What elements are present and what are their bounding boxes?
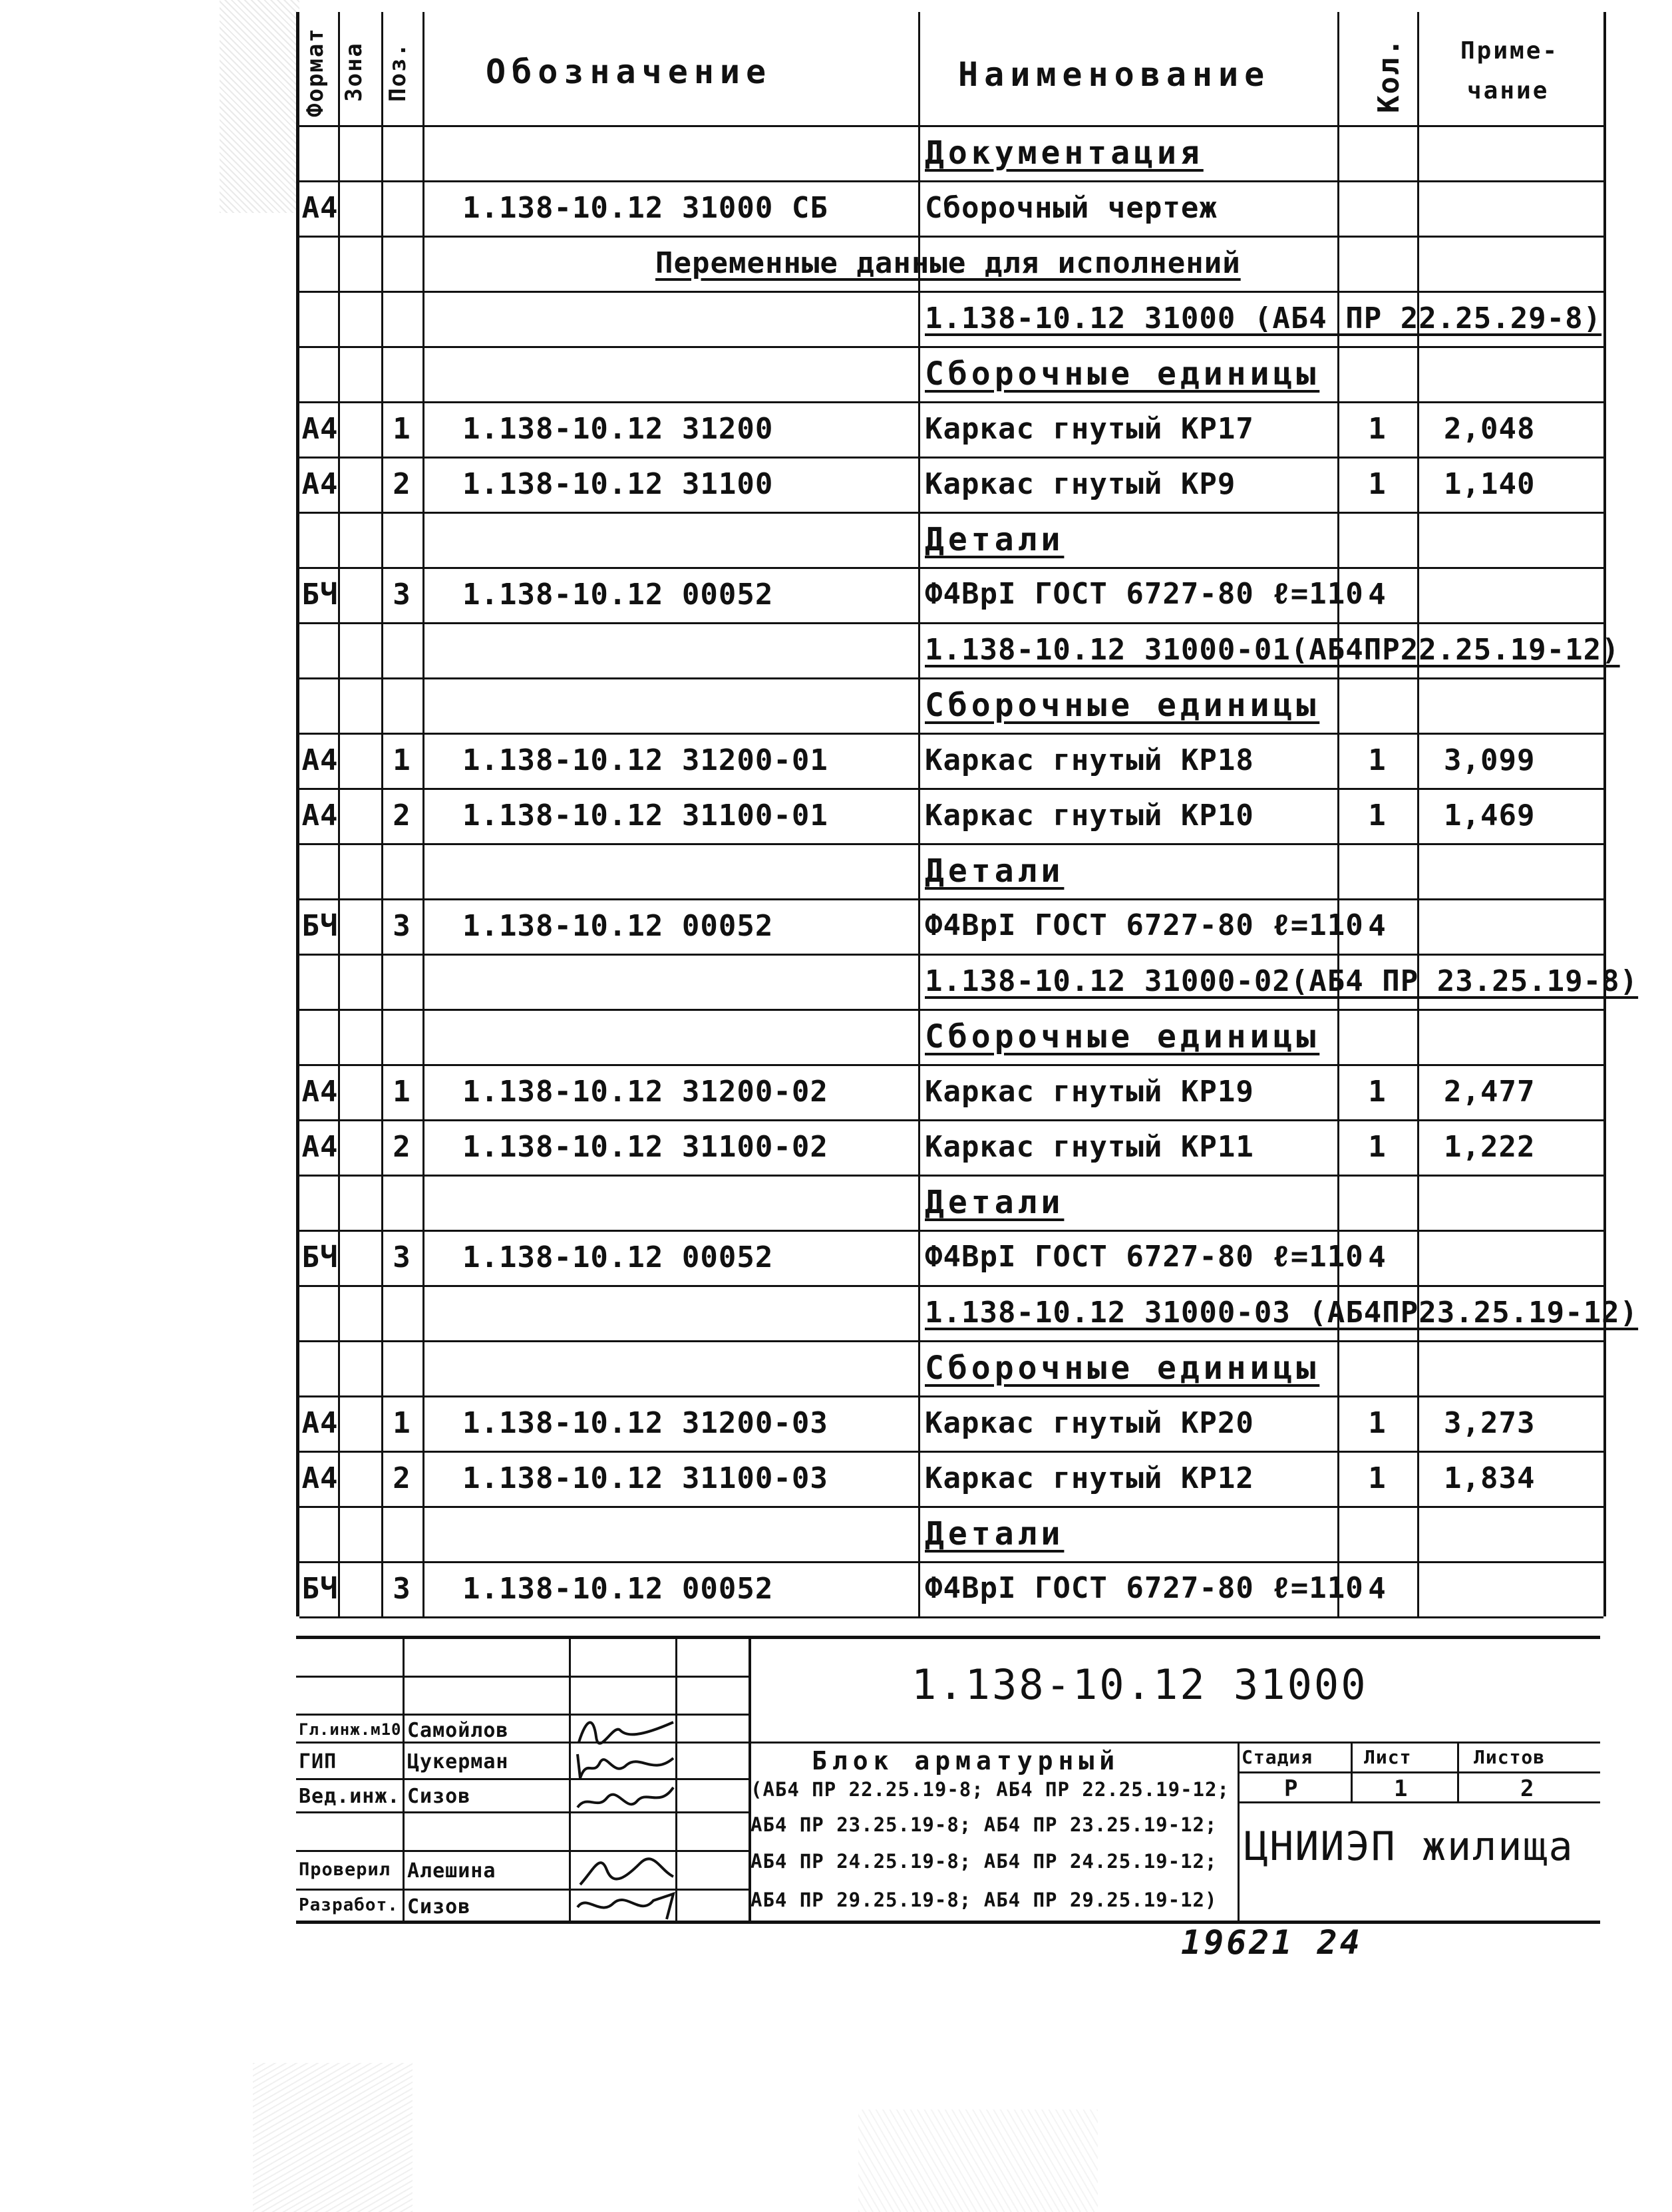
row-designation: 1.138-10.12 31200-02 — [462, 1075, 828, 1109]
row-quantity — [1337, 1285, 1417, 1340]
row-position: 1 — [393, 743, 411, 777]
row-format — [302, 1340, 338, 1395]
row-designation: 1.138-10.12 31100 — [462, 467, 774, 501]
row-quantity — [1337, 843, 1417, 898]
row-position — [381, 1175, 422, 1230]
row-quantity — [1337, 1009, 1417, 1064]
row-position: 3 — [393, 578, 411, 612]
row-format — [302, 1506, 338, 1561]
row-format: А4 — [301, 467, 339, 501]
signature — [574, 1710, 680, 1750]
row-designation: 1.138-10.12 31100-02 — [462, 1130, 828, 1164]
row-name: 1.138-10.12 31000-01(АБ4ПР22.25.19-12) — [925, 633, 1620, 667]
row-name: Переменные данные для исполнений — [655, 246, 1241, 280]
header-note-1: Приме- — [1460, 37, 1560, 65]
role-lead-engineer: Вед.инж. — [299, 1785, 401, 1808]
row-note: 1,140 — [1444, 467, 1536, 501]
name-lead-engineer: Сизов — [407, 1785, 471, 1808]
role-chief-engineer: Гл.инж.м10 — [299, 1720, 402, 1739]
row-designation: 1.138-10.12 31000 СБ — [462, 191, 828, 225]
row-name: Каркас гнутый КР19 — [925, 1075, 1254, 1109]
row-name: Сборочный чертеж — [925, 191, 1218, 225]
row-position — [381, 622, 422, 677]
row-name: Детали — [925, 1183, 1065, 1221]
row-name: Детали — [925, 852, 1065, 890]
row-position: 2 — [393, 1130, 411, 1164]
title-variant-line: (АБ4 ПР 22.25.19-8; АБ4 ПР 22.25.19-12; — [751, 1778, 1230, 1801]
name-chief-engineer: Самойлов — [407, 1719, 509, 1742]
row-format — [302, 346, 338, 401]
row-quantity: 4 — [1368, 1240, 1387, 1274]
row-designation: 1.138-10.12 31200 — [462, 412, 774, 446]
row-format: А4 — [301, 799, 339, 832]
stage-value: Р — [1284, 1775, 1299, 1802]
row-note: 3,273 — [1444, 1406, 1536, 1440]
row-quantity: 1 — [1368, 743, 1387, 777]
row-name: Каркас гнутый КР11 — [925, 1130, 1254, 1164]
title-variant-line: АБ4 ПР 29.25.19-8; АБ4 ПР 29.25.19-12) — [751, 1889, 1218, 1911]
row-format — [302, 622, 338, 677]
row-name: Сборочные единицы — [925, 686, 1320, 724]
row-format — [302, 1285, 338, 1340]
sheets-label: Листов — [1474, 1746, 1546, 1768]
row-format: А4 — [301, 1130, 339, 1164]
row-format: А4 — [301, 191, 339, 225]
row-format — [302, 954, 338, 1009]
row-note: 1,469 — [1444, 799, 1536, 832]
row-name: Каркас гнутый КР10 — [925, 799, 1254, 832]
row-quantity — [1337, 291, 1417, 346]
stage-label: Стадия — [1242, 1746, 1313, 1768]
row-quantity — [1337, 1340, 1417, 1395]
row-quantity — [1337, 512, 1417, 567]
specification-table — [296, 12, 1639, 1616]
row-name: Каркас гнутый КР20 — [925, 1406, 1254, 1440]
row-designation: 1.138-10.12 00052 — [462, 578, 774, 612]
row-quantity — [1337, 180, 1417, 236]
row-designation: 1.138-10.12 31200-01 — [462, 743, 828, 777]
row-quantity — [1337, 622, 1417, 677]
row-quantity — [1337, 236, 1417, 291]
row-name: Каркас гнутый КР18 — [925, 743, 1254, 777]
row-position — [381, 346, 422, 401]
row-designation: 1.138-10.12 31100-03 — [462, 1461, 828, 1495]
row-quantity: 4 — [1368, 909, 1387, 943]
row-format — [302, 677, 338, 733]
scan-noise — [253, 2063, 413, 2212]
name-developed: Сизов — [407, 1895, 471, 1919]
row-position — [381, 512, 422, 567]
row-name: Документация — [925, 134, 1204, 172]
name-gip: Цукерман — [407, 1750, 509, 1773]
row-position: 3 — [393, 1240, 411, 1274]
scan-noise — [220, 0, 299, 213]
document-number: 1.138-10.12 31000 — [912, 1660, 1368, 1709]
row-name: Детали — [925, 1515, 1065, 1553]
row-quantity: 4 — [1368, 578, 1387, 612]
row-format — [302, 843, 338, 898]
signature — [574, 1745, 680, 1785]
row-designation: 1.138-10.12 31100-01 — [462, 799, 828, 832]
header-format: Формат — [302, 27, 329, 117]
row-position — [381, 677, 422, 733]
row-format: БЧ — [301, 909, 339, 943]
row-position — [381, 843, 422, 898]
row-name: Каркас гнутый КР17 — [925, 412, 1254, 446]
document-title: Блок арматурный — [812, 1746, 1120, 1775]
row-format: БЧ — [301, 1240, 339, 1274]
row-quantity — [1337, 677, 1417, 733]
name-checked: Алешина — [407, 1859, 496, 1883]
signature — [574, 1850, 680, 1890]
row-designation: 1.138-10.12 00052 — [462, 1572, 774, 1606]
row-quantity — [1337, 954, 1417, 1009]
row-note: 2,048 — [1444, 412, 1536, 446]
sheet-label: Лист — [1364, 1746, 1412, 1768]
row-quantity: 1 — [1368, 1406, 1387, 1440]
row-position: 3 — [393, 909, 411, 943]
row-format: А4 — [301, 1406, 339, 1440]
signature — [574, 1887, 680, 1923]
row-quantity: 1 — [1368, 1461, 1387, 1495]
row-quantity: 1 — [1368, 467, 1387, 501]
title-variant-line: АБ4 ПР 24.25.19-8; АБ4 ПР 24.25.19-12; — [751, 1850, 1218, 1873]
row-format: А4 — [301, 743, 339, 777]
row-designation: 1.138-10.12 00052 — [462, 909, 774, 943]
header-name: Наименование — [958, 55, 1271, 94]
row-name: Каркас гнутый КР12 — [925, 1461, 1254, 1495]
row-name: 1.138-10.12 31000-02(АБ4 ПР 23.25.19-8) — [925, 964, 1639, 998]
row-name: Ф4ВрI ГОСТ 6727-80 ℓ=110 — [925, 576, 1364, 611]
row-name: 1.138-10.12 31000-03 (АБ4ПР23.25.19-12) — [925, 1296, 1639, 1330]
sheet-value: 1 — [1394, 1775, 1409, 1802]
row-format: А4 — [301, 412, 339, 446]
row-quantity — [1337, 125, 1417, 180]
row-position — [381, 125, 422, 180]
row-position: 1 — [393, 412, 411, 446]
row-name: Ф4ВрI ГОСТ 6727-80 ℓ=110 — [925, 1239, 1364, 1274]
header-pos: Поз. — [385, 42, 411, 102]
row-position — [381, 954, 422, 1009]
row-quantity: 1 — [1368, 1130, 1387, 1164]
row-position — [381, 1340, 422, 1395]
row-format — [302, 512, 338, 567]
row-name: Сборочные единицы — [925, 1017, 1320, 1055]
row-position — [381, 1009, 422, 1064]
row-format — [302, 1175, 338, 1230]
row-note: 1,834 — [1444, 1461, 1536, 1495]
row-quantity: 4 — [1368, 1572, 1387, 1606]
row-note: 1,222 — [1444, 1130, 1536, 1164]
header-qty: Кол. — [1372, 37, 1406, 113]
row-format: А4 — [301, 1461, 339, 1495]
header-note-2: чание — [1467, 77, 1550, 104]
row-position: 1 — [393, 1406, 411, 1440]
row-quantity: 1 — [1368, 1075, 1387, 1109]
header-zone: Зона — [341, 42, 367, 102]
row-position — [381, 1506, 422, 1561]
row-position: 3 — [393, 1572, 411, 1606]
row-position — [381, 236, 422, 291]
row-designation: 1.138-10.12 31200-03 — [462, 1406, 828, 1440]
row-quantity — [1337, 1175, 1417, 1230]
role-developed: Разработ. — [299, 1895, 399, 1915]
row-quantity: 1 — [1368, 412, 1387, 446]
scan-noise — [858, 2110, 1098, 2212]
row-position: 2 — [393, 799, 411, 832]
row-note: 2,477 — [1444, 1075, 1536, 1109]
header-designation: Обозначение — [486, 53, 772, 91]
organization-name: ЦНИИЭП жилища — [1244, 1823, 1574, 1870]
row-format — [302, 125, 338, 180]
row-designation: 1.138-10.12 00052 — [462, 1240, 774, 1274]
row-position — [381, 180, 422, 236]
row-name: Сборочные единицы — [925, 1349, 1320, 1387]
role-gip: ГИП — [299, 1750, 337, 1773]
row-position — [381, 291, 422, 346]
title-variant-line: АБ4 ПР 23.25.19-8; АБ4 ПР 23.25.19-12; — [751, 1813, 1218, 1836]
row-note: 3,099 — [1444, 743, 1536, 777]
row-name: Сборочные единицы — [925, 355, 1320, 393]
row-name: 1.138-10.12 31000 (АБ4 ПР 22.25.29-8) — [925, 301, 1602, 335]
row-position: 2 — [393, 467, 411, 501]
role-checked: Проверил — [299, 1859, 391, 1880]
row-name: Ф4ВрI ГОСТ 6727-80 ℓ=110 — [925, 1570, 1364, 1605]
row-format — [302, 1009, 338, 1064]
sheets-value: 2 — [1520, 1775, 1535, 1802]
row-format: БЧ — [301, 1572, 339, 1606]
row-name: Каркас гнутый КР9 — [925, 467, 1236, 501]
row-format — [302, 236, 338, 291]
row-format: А4 — [301, 1075, 339, 1109]
row-quantity: 1 — [1368, 799, 1387, 832]
row-format — [302, 291, 338, 346]
row-quantity — [1337, 1506, 1417, 1561]
row-name: Ф4ВрI ГОСТ 6727-80 ℓ=110 — [925, 908, 1364, 942]
row-position: 2 — [393, 1461, 411, 1495]
row-format: БЧ — [301, 578, 339, 612]
row-quantity — [1337, 346, 1417, 401]
row-position — [381, 1285, 422, 1340]
row-position: 1 — [393, 1075, 411, 1109]
archive-number: 19621 24 — [1181, 1923, 1363, 1962]
row-name: Детали — [925, 520, 1065, 558]
signature — [574, 1781, 680, 1821]
